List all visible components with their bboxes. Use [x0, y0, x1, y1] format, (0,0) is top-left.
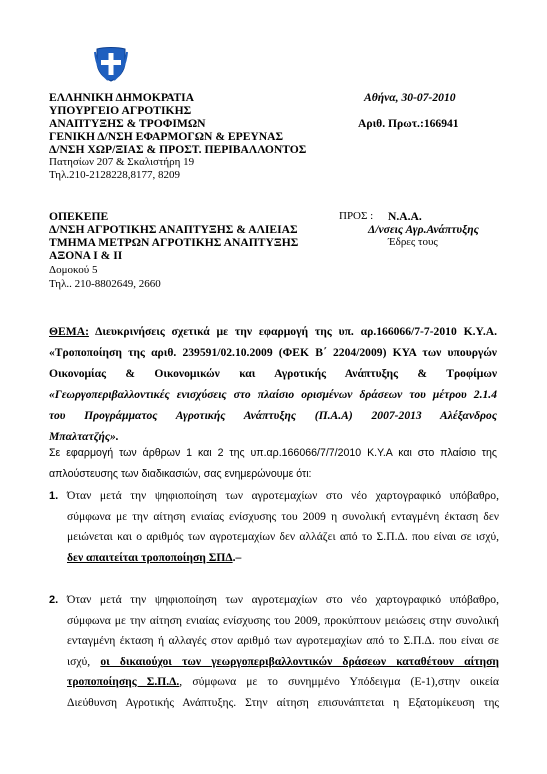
subject-line: «Τροποποίηση της αριθ. 239591/02.10.2009 (ΦΕΚ Β΄ 2204/2009) ΚΥΑ των υπουργών — [49, 346, 497, 359]
sender-phone: Τηλ.210-2128228,8177, 8209 — [49, 169, 181, 181]
cc-directorate: Δ/ΝΣΗ ΑΓΡΟΤΙΚΗΣ ΑΝΑΠΤΥΞΗΣ & ΑΛΙΕΙΑΣ — [49, 223, 298, 236]
recipient-to-label: ΠΡΟΣ : — [339, 210, 374, 222]
list-item-line: Όταν μετά την ψηφιοποίηση των αγροτεμαχίων στο νέο χαρτογραφικό υπόβαθρο, — [67, 489, 499, 502]
recipient-directorates: Δ/νσεις Αγρ.Ανάπτυξης — [368, 223, 479, 236]
list-item-line: ενταγμένη έκταση ή αλλαγές στον αριθμό των αγροτεμαχίων από το Σ.Π.Δ. που είναι σε — [67, 634, 499, 647]
list-item-line: μειώνεται και ο αριθμός των αγροτεμαχίων δεν αλλάζει από το Σ.Π.Δ. που είναι σε ισχύ, — [67, 530, 499, 543]
list-item-line: τροποποίησης Σ.Π.Δ., σύμφωνα με το συνημμένο Υπόδειγμα (Ε-1),στην οικεία — [67, 675, 499, 688]
intro-paragraph — [49, 443, 497, 484]
greek-emblem-icon — [94, 44, 128, 82]
sender-directorate: Δ/ΝΣΗ ΧΩΡ/ΞΙΑΣ & ΠΡΟΣΤ. ΠΕΡΙΒΑΛΛΟΝΤΟΣ — [49, 143, 307, 156]
recipient-to-value: Ν.Α.Α. — [388, 210, 422, 223]
subject-label: ΘΕΜΑ: — [49, 325, 89, 338]
document-date: Αθήνα, 30-07-2010 — [364, 91, 456, 104]
intro-line: απλούστευσης των διαδικασιών, σας ενημερώνουμε ότι: — [49, 467, 312, 480]
list-item-line: Όταν μετά την ψηφιοποίηση των αγροτεμαχίων στο νέο χαρτογραφικό υπόβαθρο, — [67, 593, 499, 606]
recipient-seats: Έδρες τους — [388, 236, 438, 248]
protocol-number: Αριθ. Πρωτ.:166941 — [358, 117, 459, 130]
cc-axis: ΑΞΟΝΑ Ι & ΙΙ — [49, 249, 123, 262]
subject-line: ΘΕΜΑ: Διευκρινήσεις σχετικά με την εφαρμογή της υπ. αρ.166066/7-7-2010 Κ.Υ.Α. — [49, 325, 497, 338]
subject-block — [49, 321, 497, 447]
subject-line: «Γεωργοπεριβαλλοντικές ενισχύσεις στο πλαίσιο ορισμένων δράσεων του μέτρου 2.1.4 — [49, 388, 497, 401]
intro-line: Σε εφαρμογή των άρθρων 1 και 2 της υπ.αρ.166066/7/7/2010 Κ.Υ.Α και στο πλαίσιο της — [49, 447, 497, 459]
list-item-line: Διεύθυνση Αγροτικής Ανάπτυξης. Στην αίτηση επισυνάπτεται η Εξατομίκευση της — [67, 695, 499, 709]
list-item-number: 1. — [49, 490, 59, 502]
sender-address: Πατησίων 207 & Σκαλιστήρη 19 — [49, 156, 195, 168]
cc-organization: ΟΠΕΚΕΠΕ — [49, 210, 109, 223]
subject-line: του Προγράμματος Αγροτικής Ανάπτυξης (Π.Α.Α) 2007-2013 Αλέξανδρος — [49, 409, 497, 422]
subject-line: Οικονομίας & Οικονομικών και Αγροτικής Ανάπτυξης & Τροφίμων — [49, 367, 497, 380]
cc-phone: Τηλ.. 210-8802649, 2660 — [49, 278, 161, 290]
cc-department: ΤΜΗΜΑ ΜΕΤΡΩΝ ΑΓΡΟΤΙΚΗΣ ΑΝΑΠΤΥΞΗΣ — [49, 236, 299, 249]
list-item-line: δεν απαιτείται τροποποίηση ΣΠΔ.– — [67, 550, 242, 564]
sender-general-directorate: ΓΕΝΙΚΗ Δ/ΝΣΗ ΕΦΑΡΜΟΓΩΝ & ΕΡΕΥΝΑΣ — [49, 130, 284, 143]
list-item-line: σύμφωνα με την αίτηση ενιαίας ενίσχυσης του 2009, προκύπτουν μειώσεις στην συνολική — [67, 613, 499, 627]
subject-line: Μπαλτατζής». — [49, 430, 119, 443]
list-item-line: ισχύ, οι δικαιούχοι των γεωργοπεριβαλλοντικών δράσεων καταθέτουν αίτηση — [67, 654, 499, 668]
sender-ministry-2: ΑΝΑΠΤΥΞΗΣ & ΤΡΟΦΙΜΩΝ — [49, 117, 206, 130]
sender-ministry: ΥΠΟΥΡΓΕΙΟ ΑΓΡΟΤΙΚΗΣ — [49, 104, 192, 117]
list-item-number: 2. — [49, 594, 59, 606]
cc-address: Δομοκού 5 — [49, 264, 98, 276]
list-item-line: σύμφωνα με την αίτηση ενιαίας ενίσχυσης του 2009 η συνολική ενταγμένη έκταση δεν — [67, 509, 499, 523]
sender-republic: ΕΛΛΗΝΙΚΗ ΔΗΜΟΚΡΑΤΙΑ — [49, 91, 195, 104]
